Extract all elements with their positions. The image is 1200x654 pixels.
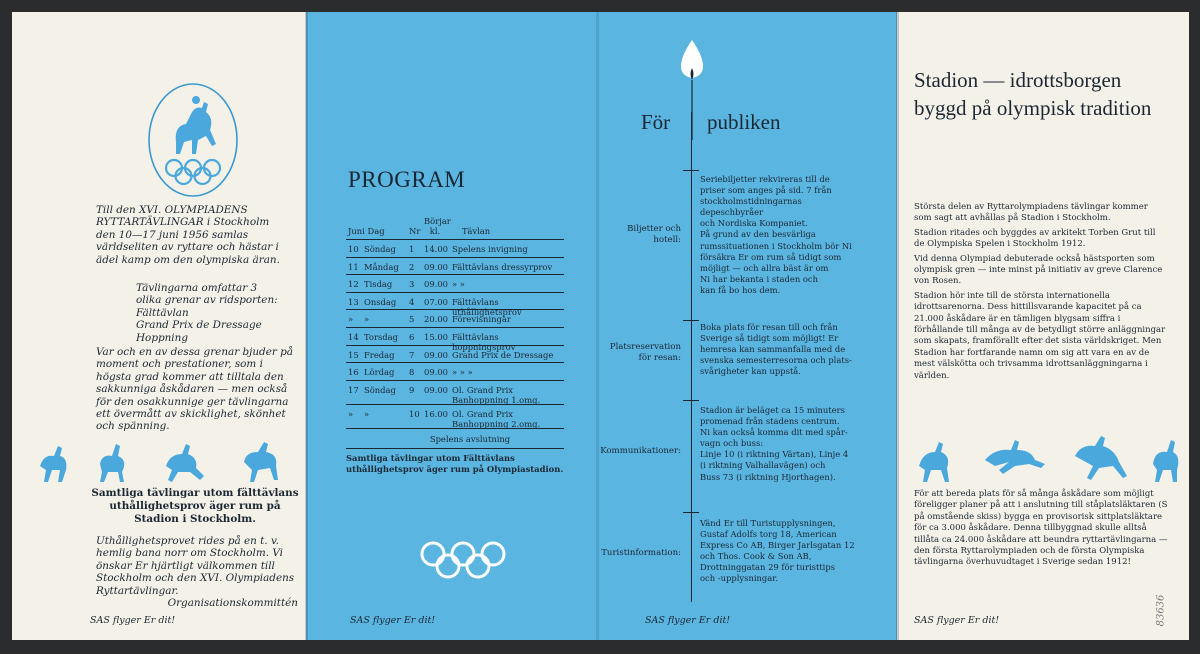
stadium-closing: För att bereda plats för så många åskådare som möjligt föreligger planer på att i anslutning till ståplatsläktaren (S på omstående skiss) bygga en provisorisk sittplatsläktare för ca 3.000 åskådare. Denna tillbyggnad skulle alltså tillåta ca 24.000 åskådare att beundra ryttartävlingarna — den första Ryttarolympiaden och de första Olympiska tävlingarna överhuvudtaget i Sverige sedan 1912!: [914, 489, 1168, 568]
cell-day: Onsdag: [364, 296, 397, 307]
cell-kl: 16.00: [424, 408, 448, 419]
sas-slogan: SAS flyger Er dit!: [914, 615, 1000, 626]
text-line: Seriebiljetter rekvireras till de: [700, 174, 830, 184]
cell-date: 14: [348, 331, 359, 342]
equestrian-emblem-icon: [146, 82, 240, 198]
program-closing: Spelens avslutning: [346, 429, 564, 449]
fold-line: [305, 12, 308, 640]
cell-date: 16: [348, 367, 359, 378]
text-tourist-info: [700, 518, 860, 585]
cell-event: » » »: [452, 367, 473, 378]
divider-tick: [683, 512, 699, 513]
cell-date: 11: [348, 261, 359, 272]
cell-kl: 07.00: [424, 296, 448, 307]
table-row: [346, 293, 564, 317]
label-tourist-info: Turistinformation:: [601, 548, 681, 558]
jumping-riders-icon: [915, 430, 1180, 486]
text-line: stockholmstidningarnas depeschbyråer: [700, 196, 802, 218]
text-line: Drottninggatan 29 för turisttips: [700, 562, 836, 573]
text-line: och -upplysningar.: [700, 573, 779, 584]
cell-kl: 09.00: [424, 384, 448, 395]
cell-nr: 10: [409, 408, 420, 419]
cell-kl: 09.00: [424, 279, 448, 290]
text-line: Stadion är beläget ca 15 minuters: [700, 405, 845, 415]
text-line: Boka plats för resan till och från: [700, 322, 838, 332]
text-line: kan få bo hos dem.: [700, 284, 781, 295]
signature: Organisationskommittén: [167, 597, 298, 609]
text-line: och Thos. Cook & Son AB,: [700, 551, 812, 562]
riders-decoration-icon: [38, 436, 298, 484]
fold-line: [596, 12, 599, 640]
sas-slogan: SAS flyger Er dit!: [645, 615, 731, 626]
welcome-paragraph: Var och en av dessa grenar bjuder på moment och prestationer, som i högsta grad kommer att tilltala den sakkunniga åskådaren — men också för den osakkunnige ger tävlingarna ett övermått av skicklighet, skönhet och spänning.: [96, 346, 293, 433]
cell-event: Ol. Grand Prix Banhoppning 2.omg.: [452, 408, 541, 429]
cell-date: 17: [348, 384, 359, 395]
cell-date: »: [348, 408, 354, 419]
cell-event: Grand Prix de Dressage: [452, 349, 554, 360]
table-row: [346, 405, 564, 429]
list-item: olika grenar av ridsporten:: [136, 294, 278, 307]
label-communications: Kommunikationer:: [600, 446, 681, 456]
cell-kl: 09.00: [424, 367, 448, 378]
header-nr: Nr: [409, 226, 421, 236]
paragraph: Stadion ritades och byggdes av arkitekt Torben Grut till de Olympiska Spelen i Stockholm 1912.: [914, 227, 1156, 250]
welcome-intro: Till den XVI. OLYMPIADENS RYTTARTÄVLINGAR i Stockholm den 10—17 juni 1956 samlas världseliten av ryttare och hästar i ädel kamp om den olympiska äran.: [96, 204, 280, 266]
text-line: Linje 10 (i riktning Värtan), Linje 4: [700, 449, 849, 460]
sas-slogan: SAS flyger Er dit!: [90, 615, 176, 626]
table-row: [346, 346, 564, 364]
cell-nr: 3: [409, 279, 415, 290]
catalog-number: 83636: [1155, 594, 1167, 627]
cell-day: Söndag: [364, 384, 396, 395]
text-tickets: [700, 174, 860, 296]
cell-day: Fredag: [364, 349, 395, 360]
text-line: promenad från stadens centrum.: [700, 416, 840, 427]
label-reservation: Platsreservation för resan:: [609, 342, 681, 363]
cell-nr: 9: [409, 384, 415, 395]
text-line: priser som anges på sid. 7 från: [700, 185, 832, 196]
paragraph: Vid denna Olympiad debuterade också hästsporten som olympisk gren — inte minst på initiativ av greve Clarence von Rosen.: [914, 253, 1163, 287]
text-line: och Nordiska Kompaniet.: [700, 218, 808, 229]
cell-day: Torsdag: [364, 331, 398, 342]
table-row: [346, 328, 564, 352]
cell-event: » »: [452, 279, 465, 290]
text-line: svårigheter kan uppstå.: [700, 366, 801, 377]
text-line: möjligt — och allra bäst är om: [700, 262, 829, 273]
cell-event: Ol. Grand Prix Banhoppning 1.omg.: [452, 384, 541, 405]
cell-event: Fälttävlans uthållighetsprov: [452, 296, 522, 317]
text-line: Vänd Er till Turistupplysningen,: [700, 518, 836, 528]
table-header: [346, 214, 564, 240]
text-line: (i riktning Valhallavägen) och: [700, 460, 826, 471]
cell-day: Söndag: [364, 244, 396, 254]
header-kl: Börjar kl.: [424, 216, 451, 236]
cell-kl: 20.00: [424, 314, 448, 325]
table-row: [346, 258, 564, 276]
text-line: försäkra Er om rum så tidigt som: [700, 251, 842, 262]
cell-date: 13: [348, 296, 359, 307]
cell-nr: 4: [409, 296, 415, 307]
cell-kl: 15.00: [424, 331, 448, 342]
text-line: Gustaf Adolfs torg 18, American: [700, 529, 837, 540]
cell-nr: 5: [409, 314, 415, 325]
text-line: Ni har bekanta i staden och: [700, 273, 819, 284]
text-line: hemresa kan sammanfalla med de: [700, 344, 846, 355]
welcome-closing: Uthållighetsprovet rides på en t. v. hemlig bana norr om Stockholm. Vi önskar Er hjärtligt välkommen till Stockholm och den XVI. Olympiadens Ryttartävlingar.: [96, 535, 295, 597]
cell-nr: 8: [409, 367, 415, 378]
divider-tick: [683, 400, 699, 401]
cell-nr: 7: [409, 349, 415, 360]
panel-welcome: [12, 12, 306, 640]
divider-tick: [683, 170, 699, 171]
text-communications: [700, 405, 860, 483]
divider-tick: [683, 320, 699, 321]
cell-day: Lördag: [364, 367, 395, 378]
table-row: [346, 240, 564, 258]
stadium-body: [914, 202, 1168, 385]
cell-kl: 14.00: [424, 244, 448, 254]
cell-date: »: [348, 314, 354, 325]
text-line: På grund av den besvärliga: [700, 229, 816, 240]
table-row: [346, 381, 564, 405]
olympic-flame-icon: [677, 40, 707, 140]
cell-nr: 1: [409, 244, 415, 254]
program-title: PROGRAM: [348, 167, 466, 192]
table-row: [346, 275, 564, 293]
cell-event: Spelens invigning: [452, 244, 528, 254]
fold-line: [896, 12, 899, 640]
program-table: [346, 214, 564, 475]
sas-slogan: SAS flyger Er dit!: [350, 615, 436, 626]
header-event: Tävlan: [462, 226, 491, 236]
cell-event: Fälttävlans hoppningsprov: [452, 331, 516, 352]
list-item: Tävlingarna omfattar 3: [136, 282, 258, 294]
text-line: Sverige så tidigt som möjligt! Er: [700, 333, 839, 344]
public-title-left: För: [641, 110, 671, 134]
text-line: rumssituationen i Stockholm bör Ni: [700, 240, 852, 251]
cell-event: Förevisningar: [452, 314, 511, 325]
cell-date: 15: [348, 349, 359, 360]
stadium-title: Stadion — idrottsborgen byggd på olympisk tradition: [914, 68, 1152, 120]
venue-statement: Samtliga tävlingar utom fälttävlans uthållighetsprov äger rum på Stadion i Stockholm.: [91, 487, 299, 525]
disciplines-list: [136, 282, 296, 344]
panel-program: [306, 12, 597, 640]
text-line: Buss 73 (i riktning Hjorthagen).: [700, 471, 836, 482]
cell-day: »: [364, 314, 370, 325]
public-title-right: publiken: [707, 110, 781, 134]
label-tickets: Biljetter och hotell:: [627, 224, 681, 245]
header-date: Juni Dag: [348, 226, 385, 236]
text-line: vagn och buss:: [700, 438, 764, 449]
cell-nr: 2: [409, 261, 415, 272]
table-row: [346, 363, 564, 381]
cell-day: Tisdag: [364, 279, 393, 290]
cell-kl: 09.00: [424, 349, 448, 360]
table-row: [346, 310, 564, 328]
cell-date: 12: [348, 279, 359, 290]
text-line: svenska semesterresorna och plats-: [700, 355, 852, 366]
cell-nr: 6: [409, 331, 415, 342]
list-item: Grand Prix de Dressage: [136, 319, 262, 332]
program-note: Samtliga tävlingar utom Fälttävlans uthållighetsprov äger rum på Olympiastadion.: [346, 452, 564, 474]
cell-date: 10: [348, 244, 359, 254]
paragraph: Största delen av Ryttarolympiadens tävlingar kommer som sagt att avhållas på Stadion i Stockholm.: [914, 202, 1148, 224]
paragraph: Stadion hör inte till de största internationella idrottsarenorna. Dess hittillsvarande kapacitet på ca 21.000 åskådare är en tämligen blygsam siffra i förhållande till många av de betydligt större anläggningar som skapats, framförallt efter det sista världskriget. Men Stadion har fortfarande namn om sig att vara en av de mest välskötta och trivsamma idrottsanläggningarna i världen.: [914, 290, 1166, 381]
list-item: Fälttävlan: [136, 306, 189, 319]
panel-stadium: [897, 12, 1189, 640]
list-item: Hoppning: [136, 331, 188, 344]
text-reservation: [700, 322, 860, 377]
panel-public-info: [597, 12, 897, 640]
cell-event: Fälttävlans dressyrprov: [452, 261, 553, 272]
cell-kl: 09.00: [424, 261, 448, 272]
olympic-rings-icon: [418, 539, 508, 581]
text-line: Express Co AB, Birger Jarlsgatan 12: [700, 540, 855, 551]
text-line: Ni kan också komma dit med spår-: [700, 427, 848, 438]
cell-day: Måndag: [364, 261, 399, 272]
cell-day: »: [364, 408, 370, 419]
divider-line: [691, 112, 692, 602]
